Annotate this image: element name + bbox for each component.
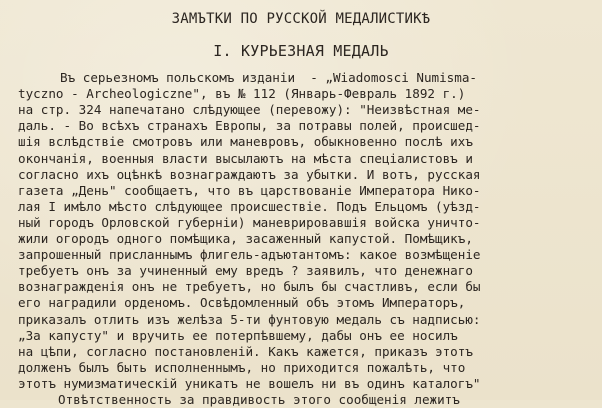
- page-title: ЗАМЪТКИ ПО РУССКОЙ МЕДАЛИСТИКѢ: [171, 11, 431, 27]
- text-line: „За капусту" и вручить ее потерпѣвшему, дабы онъ ее носилъ: [18, 328, 458, 343]
- text-line: лая I имѣло мѣсто слѣдующее происшествіе. Подъ Ельцомъ (уѣзд-: [18, 199, 481, 214]
- text-line: приказалъ отлить изъ желѣза 5-ти фунтовую медаль съ надписью:: [18, 312, 481, 327]
- text-line: Въ серьезномъ польскомъ изданіи - „Wiadomosci Numisma-: [60, 70, 478, 85]
- text-line: жили огородъ одного помѣщика, засаженный капустой. Помѣщикъ,: [18, 231, 473, 246]
- section-title: I. КУРЬЕЗНАЯ МЕДАЛЬ: [213, 42, 389, 60]
- text-line: согласно ихъ оцѣнкѣ вознаграждаютъ за убытки. И вотъ, русская: [18, 167, 481, 182]
- text-line: tyczno - Archeologiczne", въ № 112 (Январь-Февраль 1892 г.): [18, 86, 466, 101]
- text-line: на стр. 324 напечатано слѣдующее (перевожу): "Неизвѣстная ме-: [18, 102, 481, 117]
- text-line: этотъ нумизматическій уникатъ не вошелъ ни въ одинъ каталогъ": [18, 376, 481, 391]
- text-line: его наградили орденомъ. Освѣдомленный объ этомъ Императоръ,: [18, 295, 466, 310]
- text-line: шія вслѣдствіе смотровъ или маневровъ, обыкновенно послѣ ихъ: [18, 134, 473, 149]
- text-line: даль. - Во всѣхъ странахъ Европы, за потравы полей, происшед-: [18, 118, 481, 133]
- text-line: окончанія, военныя власти высылаютъ на мѣста спеціалистовъ и: [18, 151, 473, 166]
- text-line: долженъ былъ быть исполненнымъ, но приходится пожалѣть, что: [18, 360, 466, 375]
- text-line: на цѣпи, согласно постановленій. Какъ кажется, приказъ этотъ: [18, 344, 473, 359]
- text-line: требуетъ онъ за учиненный ему вредъ ? заявилъ, что денежнаго: [18, 263, 473, 278]
- text-line: ный городъ Орловской губерніи) маневрировавшія войска уничто-: [18, 215, 481, 230]
- text-line: запрошенный присланнымъ флигель-адъютантомъ: какое возмѣщеніе: [18, 247, 481, 262]
- text-line: Отвѣтственность за правдивость этого сообщенія лежитъ: [58, 392, 460, 407]
- text-line: вознагражденія онъ не требуетъ, но былъ бы счастливъ, если бы: [18, 279, 481, 294]
- text-line: газета „День" сообщаетъ, что въ царствованіе Императора Нико-: [18, 183, 481, 198]
